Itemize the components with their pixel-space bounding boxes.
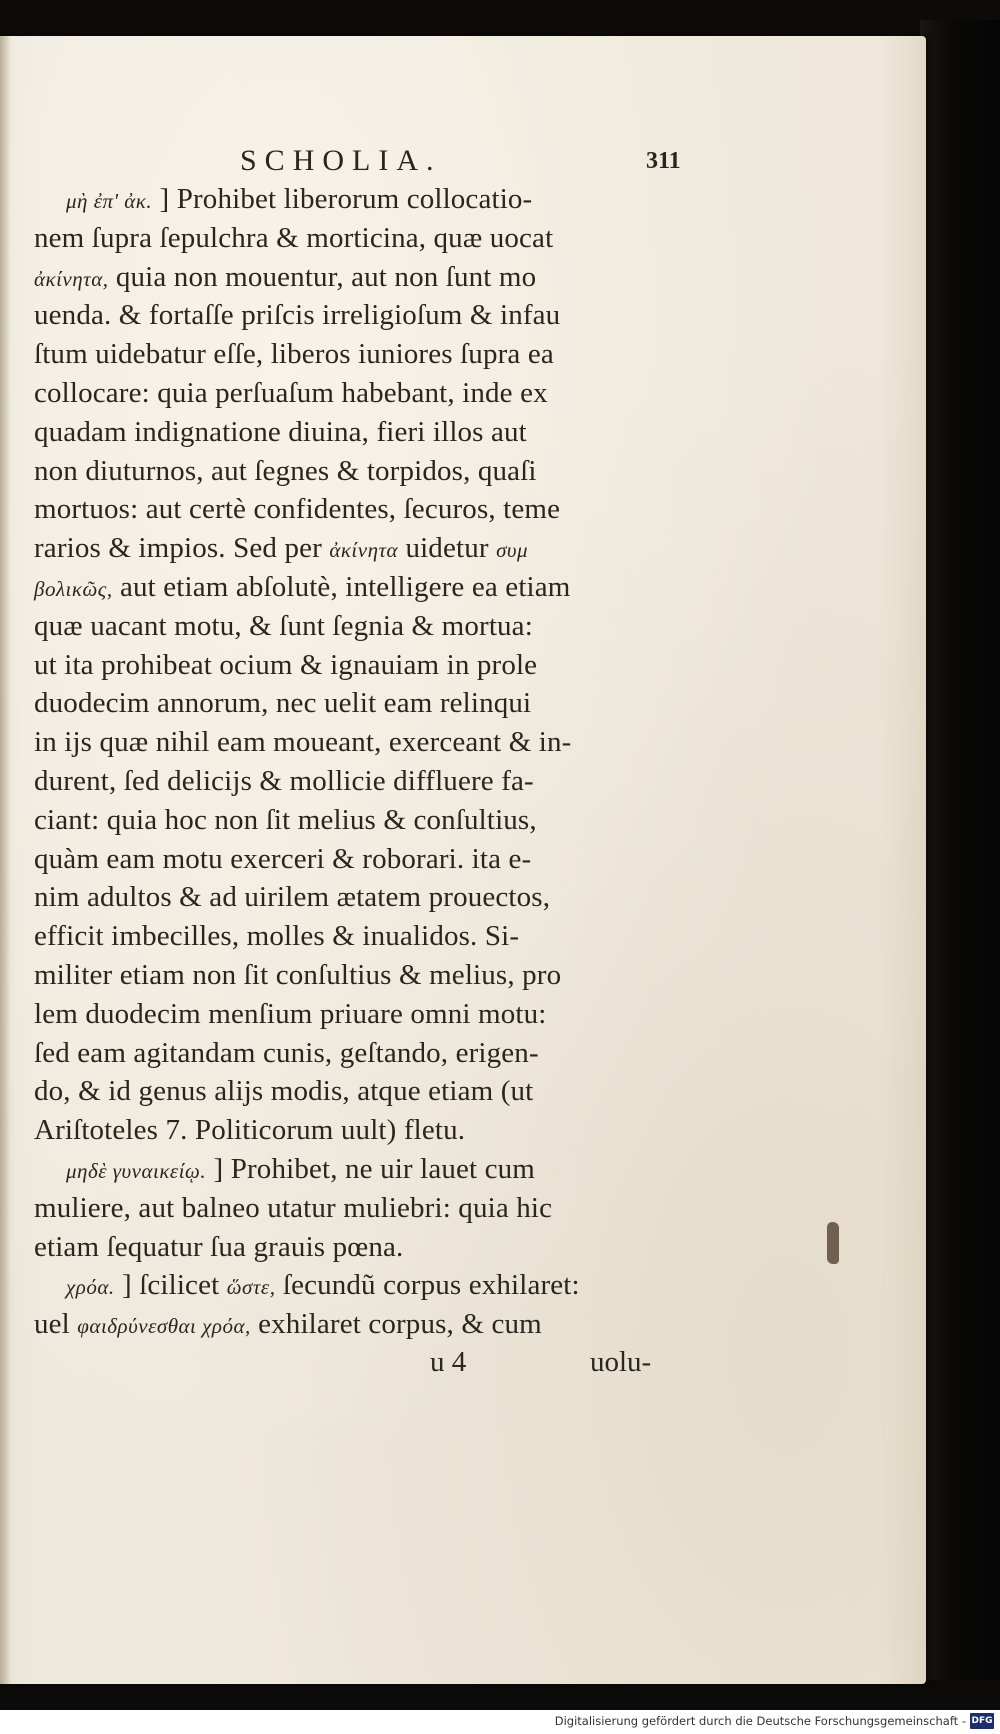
text-line [34, 258, 674, 297]
paragraph [34, 1266, 674, 1344]
text-line [34, 374, 674, 413]
text-line [34, 413, 674, 452]
latin-text: ] Prohibet, ne uir lauet cum [213, 1152, 536, 1185]
digitization-footer [0, 1710, 1000, 1734]
book-edge [920, 20, 1000, 1680]
text-line [34, 529, 674, 568]
latin-text: ſed eam agitandam cunis, geſtando, erigen- [34, 1036, 539, 1069]
latin-text: ] ſcilicet [122, 1269, 220, 1302]
running-title: SCHOLIA. [240, 144, 442, 177]
latin-text: nem ſupra ſepulchra & morticina, quæ uocat [34, 221, 554, 254]
latin-text: quàm eam motu exerceri & roborari. ita e- [34, 842, 532, 875]
latin-text: quadam indignatione diuina, fieri illos aut [34, 415, 527, 448]
ink-stain [827, 1222, 839, 1264]
greek-term: βολικῶς, [34, 576, 113, 601]
text-line [34, 1266, 674, 1305]
text-line [34, 1305, 674, 1344]
latin-text: ] Prohibet liberorum collocatio- [159, 183, 533, 215]
text-line [34, 1228, 674, 1267]
text-block [34, 136, 681, 1384]
text-line [34, 1034, 674, 1073]
text-line [34, 568, 674, 607]
latin-text: quia non mouentur, aut non ſunt mo [115, 260, 537, 293]
latin-text: uel [34, 1308, 70, 1341]
latin-text: ſecundũ corpus exhilaret: [282, 1269, 580, 1302]
text-line [34, 762, 674, 801]
text-line [34, 646, 674, 685]
latin-text: efficit imbecilles, molles & inualidos. Si- [34, 920, 520, 953]
latin-text: ciant: quia hoc non ſit melius & conſultius, [34, 803, 537, 836]
dfg-logo-icon: DFG [970, 1713, 994, 1729]
text-line [34, 1111, 674, 1150]
catchword: uolu- [590, 1345, 652, 1378]
signature-mark: u 4 [430, 1345, 467, 1378]
greek-term: χρόα. [66, 1275, 115, 1300]
latin-text: mortuos: aut certè confidentes, ſecuros, teme [34, 493, 561, 526]
latin-text: ſtum uidebatur eſſe, liberos iuniores ſupra ea [34, 338, 554, 371]
body-text [34, 180, 674, 1344]
text-line [34, 335, 674, 374]
text-line [34, 452, 674, 491]
text-line [34, 956, 674, 995]
latin-text: rarios & impios. Sed per [34, 532, 322, 565]
latin-text: lem duodecim menſium priuare omni motu: [34, 997, 547, 1030]
latin-text: exhilaret corpus, & cum [258, 1308, 542, 1341]
latin-text: etiam ſequatur ſua grauis pœna. [34, 1230, 404, 1263]
latin-text: Ariſtoteles 7. Politicorum uult) fletu. [34, 1114, 466, 1147]
text-line [34, 607, 674, 646]
latin-text: duodecim annorum, nec uelit eam relinqui [34, 687, 532, 720]
greek-term: φαιδρύνεσθαι χρόα, [77, 1314, 251, 1339]
greek-term: μὴ ἐπ' ἀκ. [66, 189, 153, 213]
latin-text: in ijs quæ nihil eam moueant, exerceant & in- [34, 726, 572, 759]
text-line [34, 840, 674, 879]
text-line [34, 917, 674, 956]
latin-text: durent, ſed delicijs & mollicie diffluere fa- [34, 764, 534, 797]
latin-text: aut etiam abſolutè, intelligere ea etiam [119, 570, 571, 603]
paragraph [34, 1150, 674, 1266]
latin-text: uidetur [405, 532, 489, 565]
text-line [34, 1189, 674, 1228]
latin-text: do, & id genus alijs modis, atque etiam (ut [34, 1075, 534, 1108]
text-line [34, 1072, 674, 1111]
text-line [34, 801, 674, 840]
latin-text: nim adultos & ad uirilem ætatem prouectos, [34, 881, 551, 914]
greek-term: ἀκίνητα [329, 538, 399, 563]
catchword-line [34, 1344, 674, 1384]
text-line [34, 995, 674, 1034]
greek-term: ὥστε, [226, 1275, 276, 1300]
greek-term: ἀκίνητα, [34, 266, 109, 291]
paragraph [34, 180, 674, 1150]
latin-text: quæ uacant motu, & ſunt ſegnia & mortua: [34, 609, 533, 642]
footer-credit: Digitalisierung gefördert durch die Deutsche Forschungsgemeinschaft - [554, 1714, 966, 1728]
page-gutter-shadow [0, 36, 10, 1684]
latin-text: ut ita prohibeat ocium & ignauiam in prole [34, 648, 538, 681]
greek-term: μηδὲ γυναικείῳ. [66, 1158, 207, 1183]
page-number: 311 [646, 148, 681, 174]
text-line [34, 1150, 674, 1189]
latin-text: uenda. & fortaſſe priſcis irreligioſum & infau [34, 299, 561, 332]
text-line [34, 296, 674, 335]
latin-text: collocare: quia perſuaſum habebant, inde ex [34, 376, 548, 409]
text-line [34, 219, 674, 258]
text-line [34, 490, 674, 529]
text-line [34, 684, 674, 723]
greek-term: συμ [496, 538, 529, 563]
latin-text: militer etiam non ſit conſultius & melius, pro [34, 958, 562, 991]
text-line [34, 878, 674, 917]
latin-text: non diuturnos, aut ſegnes & torpidos, quaſi [34, 454, 537, 487]
running-head [34, 136, 681, 180]
text-line [34, 723, 674, 762]
text-line [34, 180, 674, 219]
latin-text: muliere, aut balneo utatur muliebri: quia hic [34, 1191, 553, 1224]
